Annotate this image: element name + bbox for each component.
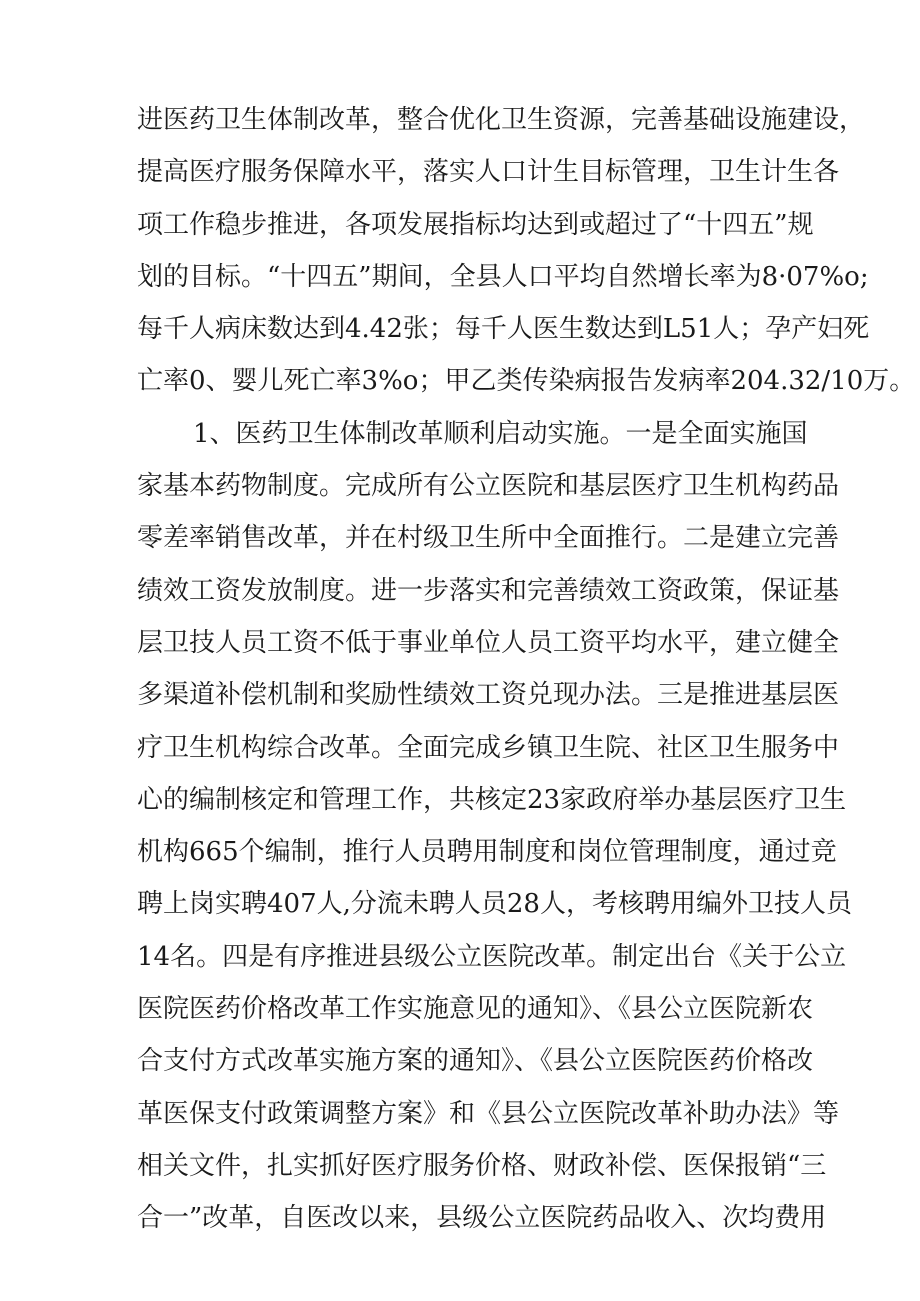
- text-line: 心的编制核定和管理工作，共核定23家政府举办基层医疗卫生: [137, 784, 847, 815]
- text-line: 合支付方式改革实施方案的通知》、《县公立医院医药价格改: [137, 1046, 814, 1077]
- text-line: 项工作稳步推进，各项发展指标均达到或超过了“十四五”规: [137, 209, 814, 240]
- text-line: 划的目标。“十四五”期间，全县人口平均自然增长率为8·07%o;: [137, 261, 869, 292]
- body-text: [137, 100, 916, 1251]
- text-line: 14名。四是有序推进县级公立医院改革。制定出台《关于公立: [137, 941, 847, 972]
- text-line: 进医药卫生体制改革，整合优化卫生资源，完善基础设施建设，: [137, 105, 866, 135]
- text-line: 相关文件，扎实抓好医疗服务价格、财政补偿、医保报销“三: [137, 1150, 827, 1181]
- text-line: 每千人病床数达到4.42张；每千人医生数达到L51人；孕产妇死: [137, 314, 870, 345]
- text-line: 提高医疗服务保障水平，落实人口计生目标管理，卫生计生各: [137, 157, 840, 188]
- text-line: 多渠道补偿机制和奖励性绩效工资兑现办法。三是推进基层医: [137, 680, 840, 711]
- text-line: 亡率0、婴儿死亡率3%o；甲乙类传染病报告发病率204.32/10万。: [137, 366, 916, 397]
- text-line: 零差率销售改革，并在村级卫生所中全面推行。二是建立完善: [137, 523, 840, 554]
- text-line: 革医保支付政策调整方案》和《县公立医院改革补助办法》等: [137, 1098, 840, 1129]
- text-line: 层卫技人员工资不低于事业单位人员工资平均水平，建立健全: [137, 627, 840, 658]
- text-line: 合一”改革，自医改以来，县级公立医院药品收入、次均费用: [137, 1203, 827, 1234]
- text-line: 聘上岗实聘407人,分流未聘人员28人，考核聘用编外卫技人员: [137, 889, 852, 920]
- text-line: 机构665个编制，推行人员聘用制度和岗位管理制度，通过竞: [137, 837, 837, 868]
- text-line: 家基本药物制度。完成所有公立医院和基层医疗卫生机构药品: [137, 471, 840, 502]
- text-line-paragraph-start: 1、医药卫生体制改革顺利启动实施。一是全面实施国: [193, 418, 808, 449]
- text-line: 绩效工资发放制度。进一步落实和完善绩效工资政策，保证基: [137, 575, 840, 606]
- text-line: 疗卫生机构综合改革。全面完成乡镇卫生院、社区卫生服务中: [137, 732, 840, 763]
- text-line: 医院医药价格改革工作实施意见的通知》、《县公立医院新农: [137, 994, 814, 1025]
